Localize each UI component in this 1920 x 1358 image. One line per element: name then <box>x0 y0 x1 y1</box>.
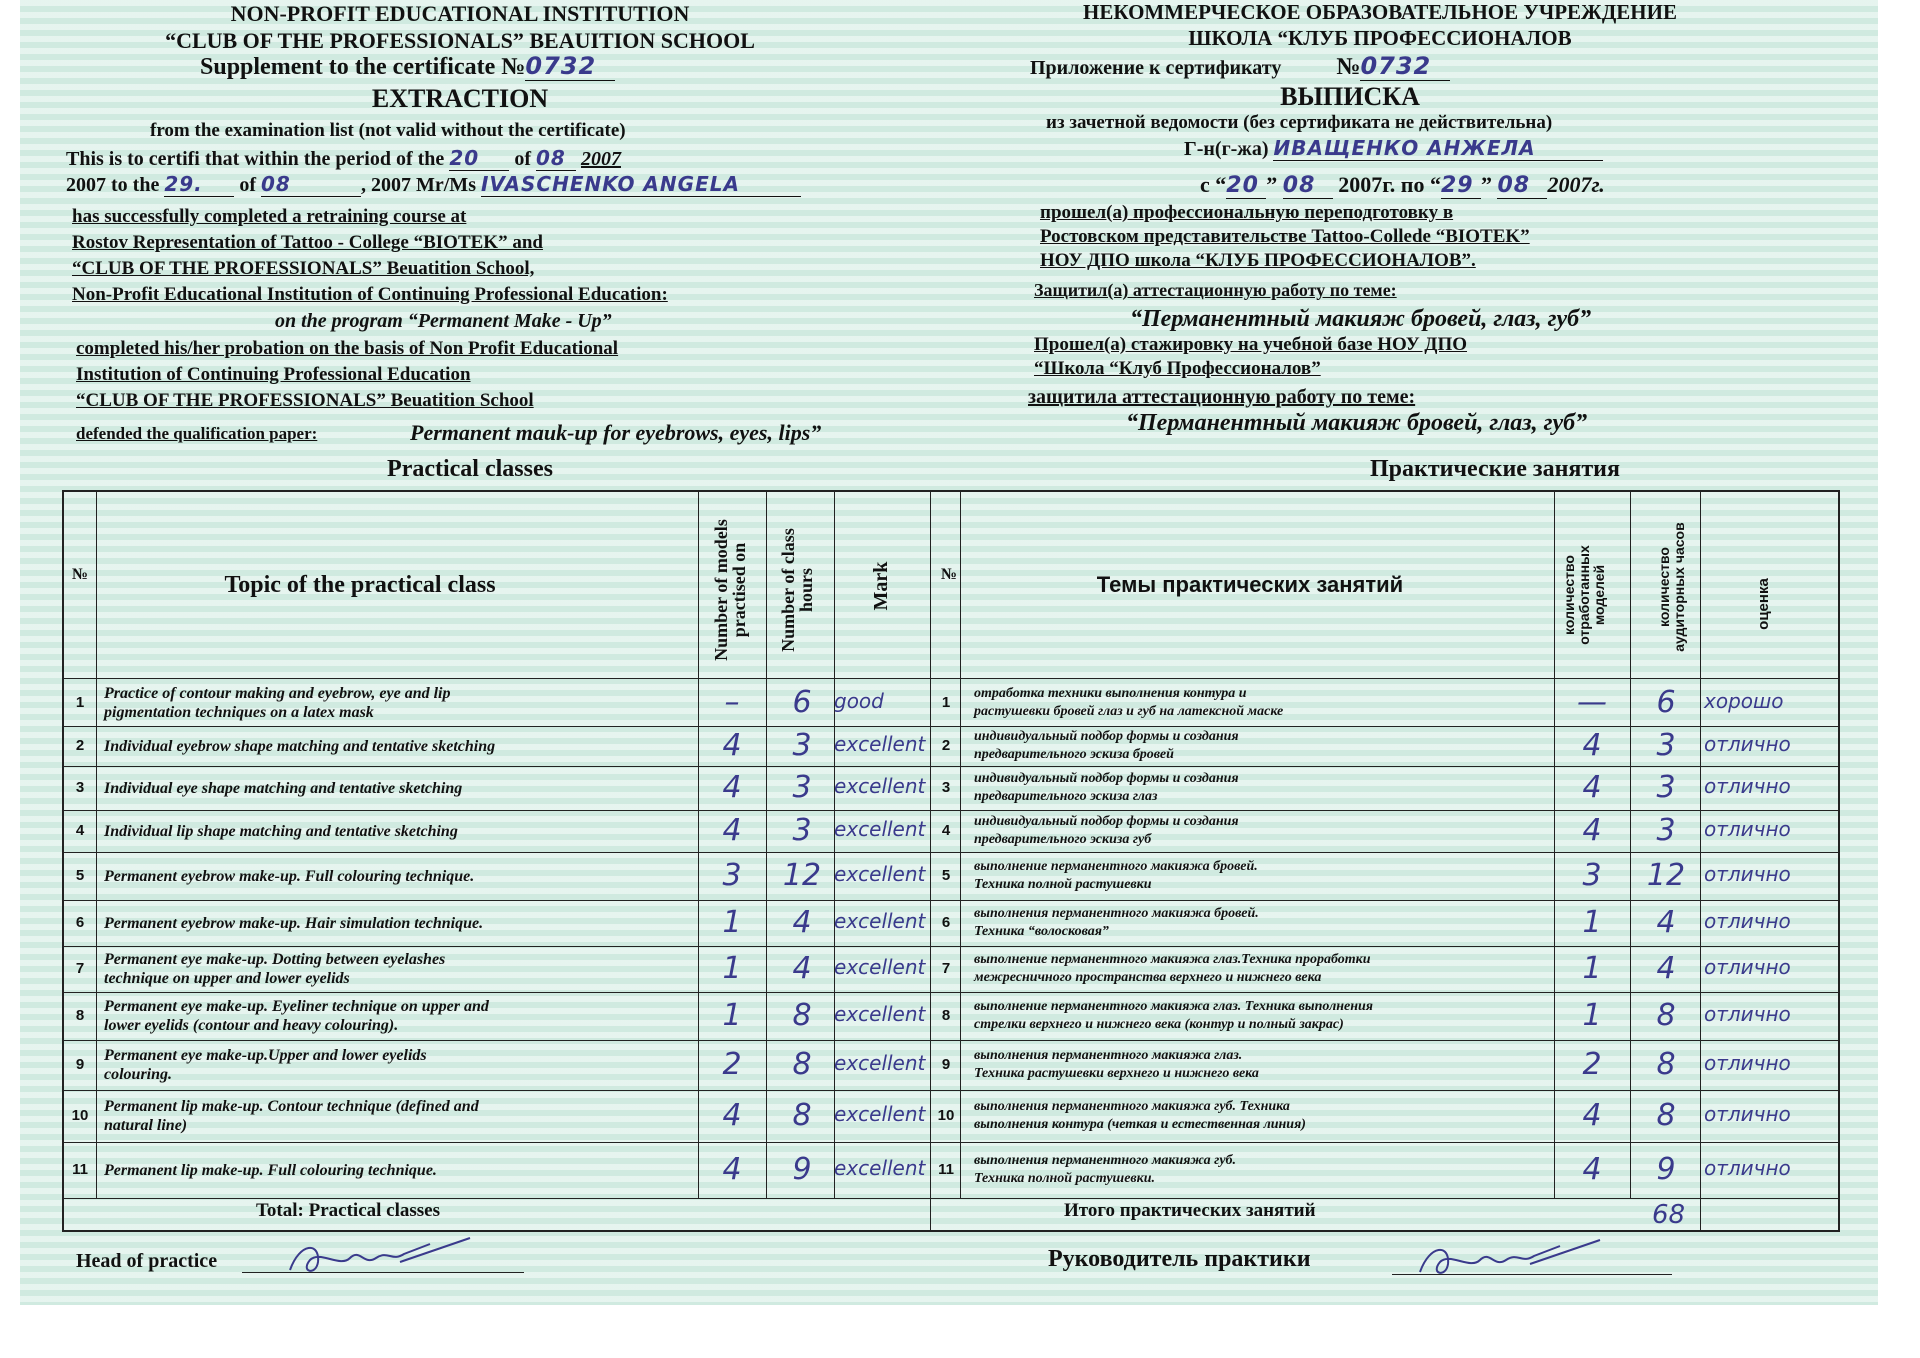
left-period-text1: This is to certifi that within the period of the <box>66 148 445 170</box>
right-row-mark: отлично <box>1704 1102 1791 1126</box>
row-divider <box>62 810 1838 811</box>
right-signature <box>1410 1234 1610 1284</box>
right-row-models: 4 <box>1582 728 1602 763</box>
right-row-mark: отлично <box>1704 955 1791 979</box>
row-divider <box>62 852 1838 853</box>
left-body-line-3: “CLUB OF THE PROFESSIONALS” Beuatition School, <box>72 258 535 279</box>
left-row-no: 11 <box>72 1161 88 1178</box>
right-row-topic: Техника полной растушевки. <box>974 1171 1156 1186</box>
left-row-topic: Practice of contour making and eyebrow, eye and lip <box>104 685 451 702</box>
right-row-topic: индивидуальный подбор формы и создания <box>974 729 1239 744</box>
left-row-topic: Permanent eye make-up. Eyeliner technique on upper and <box>104 998 489 1015</box>
left-institution-line2: “CLUB OF THE PROFESSIONALS” BEAUITION SCHOOL <box>165 28 755 53</box>
left-row-hours: 8 <box>792 1047 812 1082</box>
left-header-models-text: Number of models practised on <box>711 519 749 661</box>
left-total-label: Total: Practical classes <box>256 1200 440 1221</box>
right-row-topic: индивидуальный подбор формы и создания <box>974 814 1239 829</box>
right-supplement-sign: № <box>1336 54 1361 80</box>
left-row-models: 1 <box>722 998 742 1033</box>
right-header-topic: Темы практических занятий <box>1096 572 1404 597</box>
col-left-mark-divider <box>930 490 931 1230</box>
right-total-value: 68 <box>1652 1200 1686 1230</box>
row-divider <box>62 900 1838 901</box>
right-row-mark: отлично <box>1704 817 1791 841</box>
left-row-hours: 3 <box>792 728 812 763</box>
right-section-title: Практические занятия <box>1370 456 1620 482</box>
right-header-models <box>1562 520 1612 670</box>
right-row-topic: выполнения перманентного макияжа глаз. <box>974 1048 1243 1063</box>
left-subtitle: from the examination list (not valid without the certificate) <box>150 120 626 141</box>
left-row-no: 2 <box>75 737 85 754</box>
right-row-models: 2 <box>1582 1047 1602 1082</box>
right-period-month1: 08 <box>1283 173 1333 199</box>
left-row-no: 6 <box>75 914 85 931</box>
col-right-models-divider <box>1630 490 1631 1198</box>
left-row-topic: natural line) <box>104 1117 188 1134</box>
left-row-no: 1 <box>75 694 85 711</box>
right-topic-line: “Перманентный макияж бровей, глаз, губ” <box>1130 306 1592 332</box>
table-header-divider <box>62 678 1838 679</box>
right-row-hours: 4 <box>1656 951 1676 986</box>
right-header-mark-text: оценка <box>1755 578 1772 630</box>
right-row-topic: индивидуальный подбор формы и создания <box>974 771 1239 786</box>
left-row-mark: good <box>834 689 884 713</box>
left-period-of1: of <box>514 148 531 170</box>
left-period-text2a: 2007 to the <box>66 174 160 196</box>
right-person-label: Г-н(г-жа) <box>1184 138 1269 160</box>
right-period-day1: 20 <box>1226 173 1266 199</box>
right-header-hours <box>1657 507 1691 667</box>
left-probation-line-1: completed his/her probation on the basis of Non Profit Educational <box>76 338 619 359</box>
right-topic-line2: “Перманентный макияж бровей, глаз, губ” <box>1126 410 1588 436</box>
left-row-models: 2 <box>722 1047 742 1082</box>
left-defended-topic: Permanent mauk-up for eyebrows, eyes, lips” <box>410 420 822 445</box>
left-row-models: 4 <box>722 728 742 763</box>
left-body-line-2: Rostov Representation of Tattoo - College “BIOTEK” and <box>72 232 543 253</box>
left-row-no: 8 <box>75 1007 85 1024</box>
right-row-topic: предварительного эскиза губ <box>974 832 1152 847</box>
left-header-mark <box>870 546 894 626</box>
right-header-hours-text: количество аудиторных часов <box>1656 522 1687 652</box>
right-period-day2: 29 <box>1441 173 1481 199</box>
left-row-mark: excellent <box>834 1002 926 1026</box>
right-person-name: ИВАЩЕНКО АНЖЕЛА <box>1273 136 1603 161</box>
left-period-month1: 08 <box>536 146 576 171</box>
left-supplement <box>200 52 615 81</box>
left-row-topic: Permanent lip make-up. Contour technique (defined and <box>104 1098 479 1115</box>
right-row-no: 5 <box>941 867 951 884</box>
left-probation-line-2: Institution of Continuing Professional Education <box>76 364 471 385</box>
right-row-topic: выполнения перманентного макияжа губ. Техника <box>974 1099 1290 1114</box>
left-row-mark: excellent <box>834 1051 926 1075</box>
left-row-models: 4 <box>722 1152 742 1187</box>
right-row-models: 1 <box>1582 951 1602 986</box>
left-row-topic: Individual eye shape matching and tentative sketching <box>104 779 463 797</box>
left-row-mark: excellent <box>834 817 926 841</box>
col-left-hours-divider <box>834 490 835 1198</box>
left-row-models: 3 <box>722 858 742 893</box>
row-divider <box>62 1142 1838 1143</box>
left-row-models: – <box>724 685 740 720</box>
right-row-no: 1 <box>941 694 951 711</box>
left-row-topic: Permanent eye make-up. Dotting between eyelashes <box>104 951 446 968</box>
left-row-topic: lower eyelids (contour and heavy colouring). <box>104 1017 399 1034</box>
right-row-models: — <box>1577 685 1607 720</box>
left-header-mark-text: Mark <box>870 561 892 611</box>
col-right-hours-divider <box>1700 490 1701 1230</box>
right-row-models: 1 <box>1582 998 1602 1033</box>
right-row-no: 8 <box>941 1007 951 1024</box>
right-person <box>1184 136 1603 161</box>
col-right-topic-divider <box>1554 490 1555 1198</box>
left-supplement-no: 0732 <box>525 52 615 81</box>
right-header-mark <box>1755 559 1775 649</box>
right-row-topic: Техника растушевки верхнего и нижнего века <box>974 1066 1259 1081</box>
left-row-topic: technique on upper and lower eyelids <box>104 970 350 987</box>
left-person-name: IVASCHENKO ANGELA <box>481 172 801 197</box>
left-body-line-1: has successfully completed a retraining course at <box>72 206 467 227</box>
left-header-no: № <box>71 566 89 583</box>
right-total-label: Итого практических занятий <box>1064 1200 1316 1221</box>
right-probation-line-1: Прошел(а) стажировку на учебной базе НОУ ДПО <box>1034 334 1468 355</box>
left-row-mark: excellent <box>834 955 926 979</box>
left-row-no: 9 <box>75 1056 85 1073</box>
right-row-mark: отлично <box>1704 1002 1791 1026</box>
right-period-from: с “ <box>1200 172 1227 197</box>
right-row-topic: выполнение перманентного макияжа бровей. <box>974 859 1258 874</box>
right-row-topic: выполнение перманентного макияжа глаз.Техника проработки <box>974 952 1371 967</box>
left-row-topic: Permanent eyebrow make-up. Full colouring technique. <box>104 867 475 885</box>
right-period: с “20 ” 08 2007г. по “29 ” 08 2007г. <box>1200 172 1605 198</box>
right-row-mark: отлично <box>1704 862 1791 886</box>
right-row-models: 4 <box>1582 813 1602 848</box>
row-divider <box>62 1090 1838 1091</box>
right-period-month2: 08 <box>1497 173 1547 199</box>
right-row-models: 1 <box>1582 905 1602 940</box>
left-signature <box>280 1232 480 1282</box>
row-divider <box>62 726 1838 727</box>
right-row-mark: отлично <box>1704 732 1791 756</box>
right-row-hours: 3 <box>1656 728 1676 763</box>
right-row-models: 4 <box>1582 1152 1602 1187</box>
right-row-no: 7 <box>941 960 951 977</box>
left-defended-label: defended the qualification paper: <box>76 424 318 443</box>
right-row-mark: отлично <box>1704 1051 1791 1075</box>
right-subtitle: из зачетной ведомости (без сертификата не действительна) <box>1046 112 1553 133</box>
left-row-models: 4 <box>722 770 742 805</box>
left-period-text2b: , 2007 Mr/Ms <box>361 174 476 196</box>
left-body-line-4: Non-Profit Educational Institution of Continuing Professional Education: <box>72 284 668 305</box>
right-row-hours: 9 <box>1656 1152 1676 1187</box>
right-row-mark: хорошо <box>1704 689 1784 713</box>
row-divider <box>62 992 1838 993</box>
left-institution-line1: NON-PROFIT EDUCATIONAL INSTITUTION <box>230 1 690 26</box>
left-period-year1: 2007 <box>580 148 621 170</box>
row-divider <box>62 1040 1838 1041</box>
right-row-no: 9 <box>941 1056 951 1073</box>
right-row-no: 11 <box>938 1161 954 1178</box>
left-title: EXTRACTION <box>371 84 549 113</box>
right-row-topic: отработка техники выполнения контура и <box>974 686 1247 701</box>
left-period-line2 <box>66 172 801 197</box>
left-row-mark: excellent <box>834 909 926 933</box>
right-row-no: 6 <box>941 914 951 931</box>
right-row-hours: 4 <box>1656 905 1676 940</box>
right-row-models: 4 <box>1582 1098 1602 1133</box>
right-period-mid: 2007г. по “ <box>1338 172 1441 197</box>
left-row-models: 4 <box>722 813 742 848</box>
right-row-topic: Техника полной растушевки <box>974 877 1152 892</box>
left-header-models <box>712 500 748 680</box>
right-header-no: № <box>940 566 958 583</box>
left-row-hours: 12 <box>782 858 822 893</box>
right-row-hours: 3 <box>1656 770 1676 805</box>
left-row-no: 3 <box>75 779 85 796</box>
left-header-hours-text: Number of class hours <box>778 528 816 652</box>
left-row-mark: excellent <box>834 1102 926 1126</box>
table-total-divider <box>62 1198 1838 1199</box>
right-row-no: 3 <box>941 779 951 796</box>
left-row-mark: excellent <box>834 732 926 756</box>
right-row-hours: 8 <box>1656 1098 1676 1133</box>
right-row-hours: 8 <box>1656 998 1676 1033</box>
right-row-topic: выполнения перманентного макияжа губ. <box>974 1153 1237 1168</box>
left-head-label: Head of practice <box>76 1250 218 1272</box>
right-header-models-text: количество отработанных моделей <box>1561 545 1607 645</box>
right-period-end: 2007г. <box>1547 172 1605 197</box>
right-row-no: 4 <box>941 822 951 839</box>
left-period-month2: 08 <box>261 172 361 197</box>
left-row-hours: 6 <box>792 685 812 720</box>
col-left-no-divider <box>96 490 97 1198</box>
right-row-mark: отлично <box>1704 909 1791 933</box>
right-row-mark: отлично <box>1704 774 1791 798</box>
left-row-topic: Individual eyebrow shape matching and tentative sketching <box>104 737 496 755</box>
right-supplement-no: 0732 <box>1360 52 1450 81</box>
left-row-mark: excellent <box>834 774 926 798</box>
left-row-hours: 3 <box>792 770 812 805</box>
left-row-hours: 4 <box>792 905 812 940</box>
left-row-hours: 4 <box>792 951 812 986</box>
right-row-topic: стрелки верхнего и нижнего века (контур и полный закрас) <box>974 1017 1344 1032</box>
left-row-hours: 8 <box>792 998 812 1033</box>
right-row-topic: предварительного эскиза бровей <box>974 747 1174 762</box>
right-defended-label2: защитила аттестационную работу по теме: <box>1028 386 1416 408</box>
left-row-models: 1 <box>722 905 742 940</box>
left-row-mark: excellent <box>834 862 926 886</box>
left-row-hours: 9 <box>792 1152 812 1187</box>
right-row-topic: выполнения контура (четкая и естественная линия) <box>974 1117 1306 1132</box>
col-right-no-divider <box>960 490 961 1198</box>
left-row-no: 10 <box>71 1107 89 1124</box>
right-row-topic: Техника “волосковая” <box>974 924 1109 939</box>
left-row-hours: 3 <box>792 813 812 848</box>
right-row-topic: растушевки бровей глаз и губ на латексной маске <box>974 704 1284 719</box>
left-row-mark: excellent <box>834 1156 926 1180</box>
right-defended-label: Защитил(а) аттестационную работу по теме: <box>1034 280 1397 300</box>
col-left-models-divider <box>766 490 767 1198</box>
right-row-hours: 8 <box>1656 1047 1676 1082</box>
right-supplement <box>1030 52 1450 81</box>
left-section-title: Practical classes <box>387 456 553 482</box>
left-row-no: 5 <box>75 867 85 884</box>
left-row-topic: Permanent lip make-up. Full colouring technique. <box>104 1161 437 1179</box>
col-left-topic-divider <box>698 490 699 1198</box>
right-row-hours: 6 <box>1656 685 1676 720</box>
left-row-topic: colouring. <box>104 1066 173 1083</box>
left-row-no: 4 <box>75 822 85 839</box>
left-row-hours: 8 <box>792 1098 812 1133</box>
left-row-models: 1 <box>722 951 742 986</box>
right-institution-line2: ШКОЛА “КЛУБ ПРОФЕССИОНАЛОВ <box>1188 26 1572 50</box>
left-header-topic: Topic of the practical class <box>224 572 496 598</box>
row-divider <box>62 766 1838 767</box>
left-row-topic: pigmentation techniques on a latex mask <box>104 704 374 721</box>
right-row-no: 10 <box>937 1107 955 1124</box>
left-probation-line-3: “CLUB OF THE PROFESSIONALS” Beuatition School <box>76 390 534 411</box>
left-row-models: 4 <box>722 1098 742 1133</box>
row-divider <box>62 946 1838 947</box>
right-institution-line1: НЕКОММЕРЧЕСКОЕ ОБРАЗОВАТЕЛЬНОЕ УЧРЕЖДЕНИЕ <box>1083 0 1677 24</box>
left-row-no: 7 <box>75 960 85 977</box>
right-row-no: 2 <box>941 737 951 754</box>
left-row-topic: Permanent eyebrow make-up. Hair simulation technique. <box>104 914 484 932</box>
right-row-mark: отлично <box>1704 1156 1791 1180</box>
left-row-topic: Individual lip shape matching and tentative sketching <box>104 822 458 840</box>
right-row-topic: межресничного пространства верхнего и нижнего века <box>974 970 1322 985</box>
right-head-label: Руководитель практики <box>1048 1246 1311 1272</box>
left-period-line1 <box>66 146 621 171</box>
right-probation-line-2: “Школа “Клуб Профессионалов” <box>1034 358 1321 379</box>
left-row-topic: Permanent eye make-up.Upper and lower eyelids <box>104 1047 427 1064</box>
left-period-day2: 29. <box>164 172 234 197</box>
right-body-line-3: НОУ ДПО школа “КЛУБ ПРОФЕССИОНАЛОВ”. <box>1040 250 1476 271</box>
right-row-hours: 12 <box>1646 858 1686 893</box>
left-period-of2: of <box>239 174 256 196</box>
left-program-line: on the program “Permanent Make - Up” <box>275 310 612 332</box>
left-period-day1: 20 <box>449 146 509 171</box>
right-body-line-2: Ростовском представительстве Tattoo-Collede “BIOTEK” <box>1040 226 1530 247</box>
right-body-line-1: прошел(а) профессиональную переподготовку в <box>1040 202 1454 223</box>
left-supplement-label: Supplement to the certificate № <box>200 54 526 80</box>
right-row-topic: выполнение перманентного макияжа глаз. Техника выполнения <box>974 999 1374 1014</box>
right-row-topic: предварительного эскиза глаз <box>974 789 1158 804</box>
right-row-topic: выполнения перманентного макияжа бровей. <box>974 906 1259 921</box>
right-row-hours: 3 <box>1656 813 1676 848</box>
right-row-models: 3 <box>1582 858 1602 893</box>
left-header-hours <box>779 505 815 675</box>
right-supplement-label: Приложение к сертификату <box>1030 57 1282 79</box>
right-row-models: 4 <box>1582 770 1602 805</box>
right-title: ВЫПИСКА <box>1280 82 1420 111</box>
